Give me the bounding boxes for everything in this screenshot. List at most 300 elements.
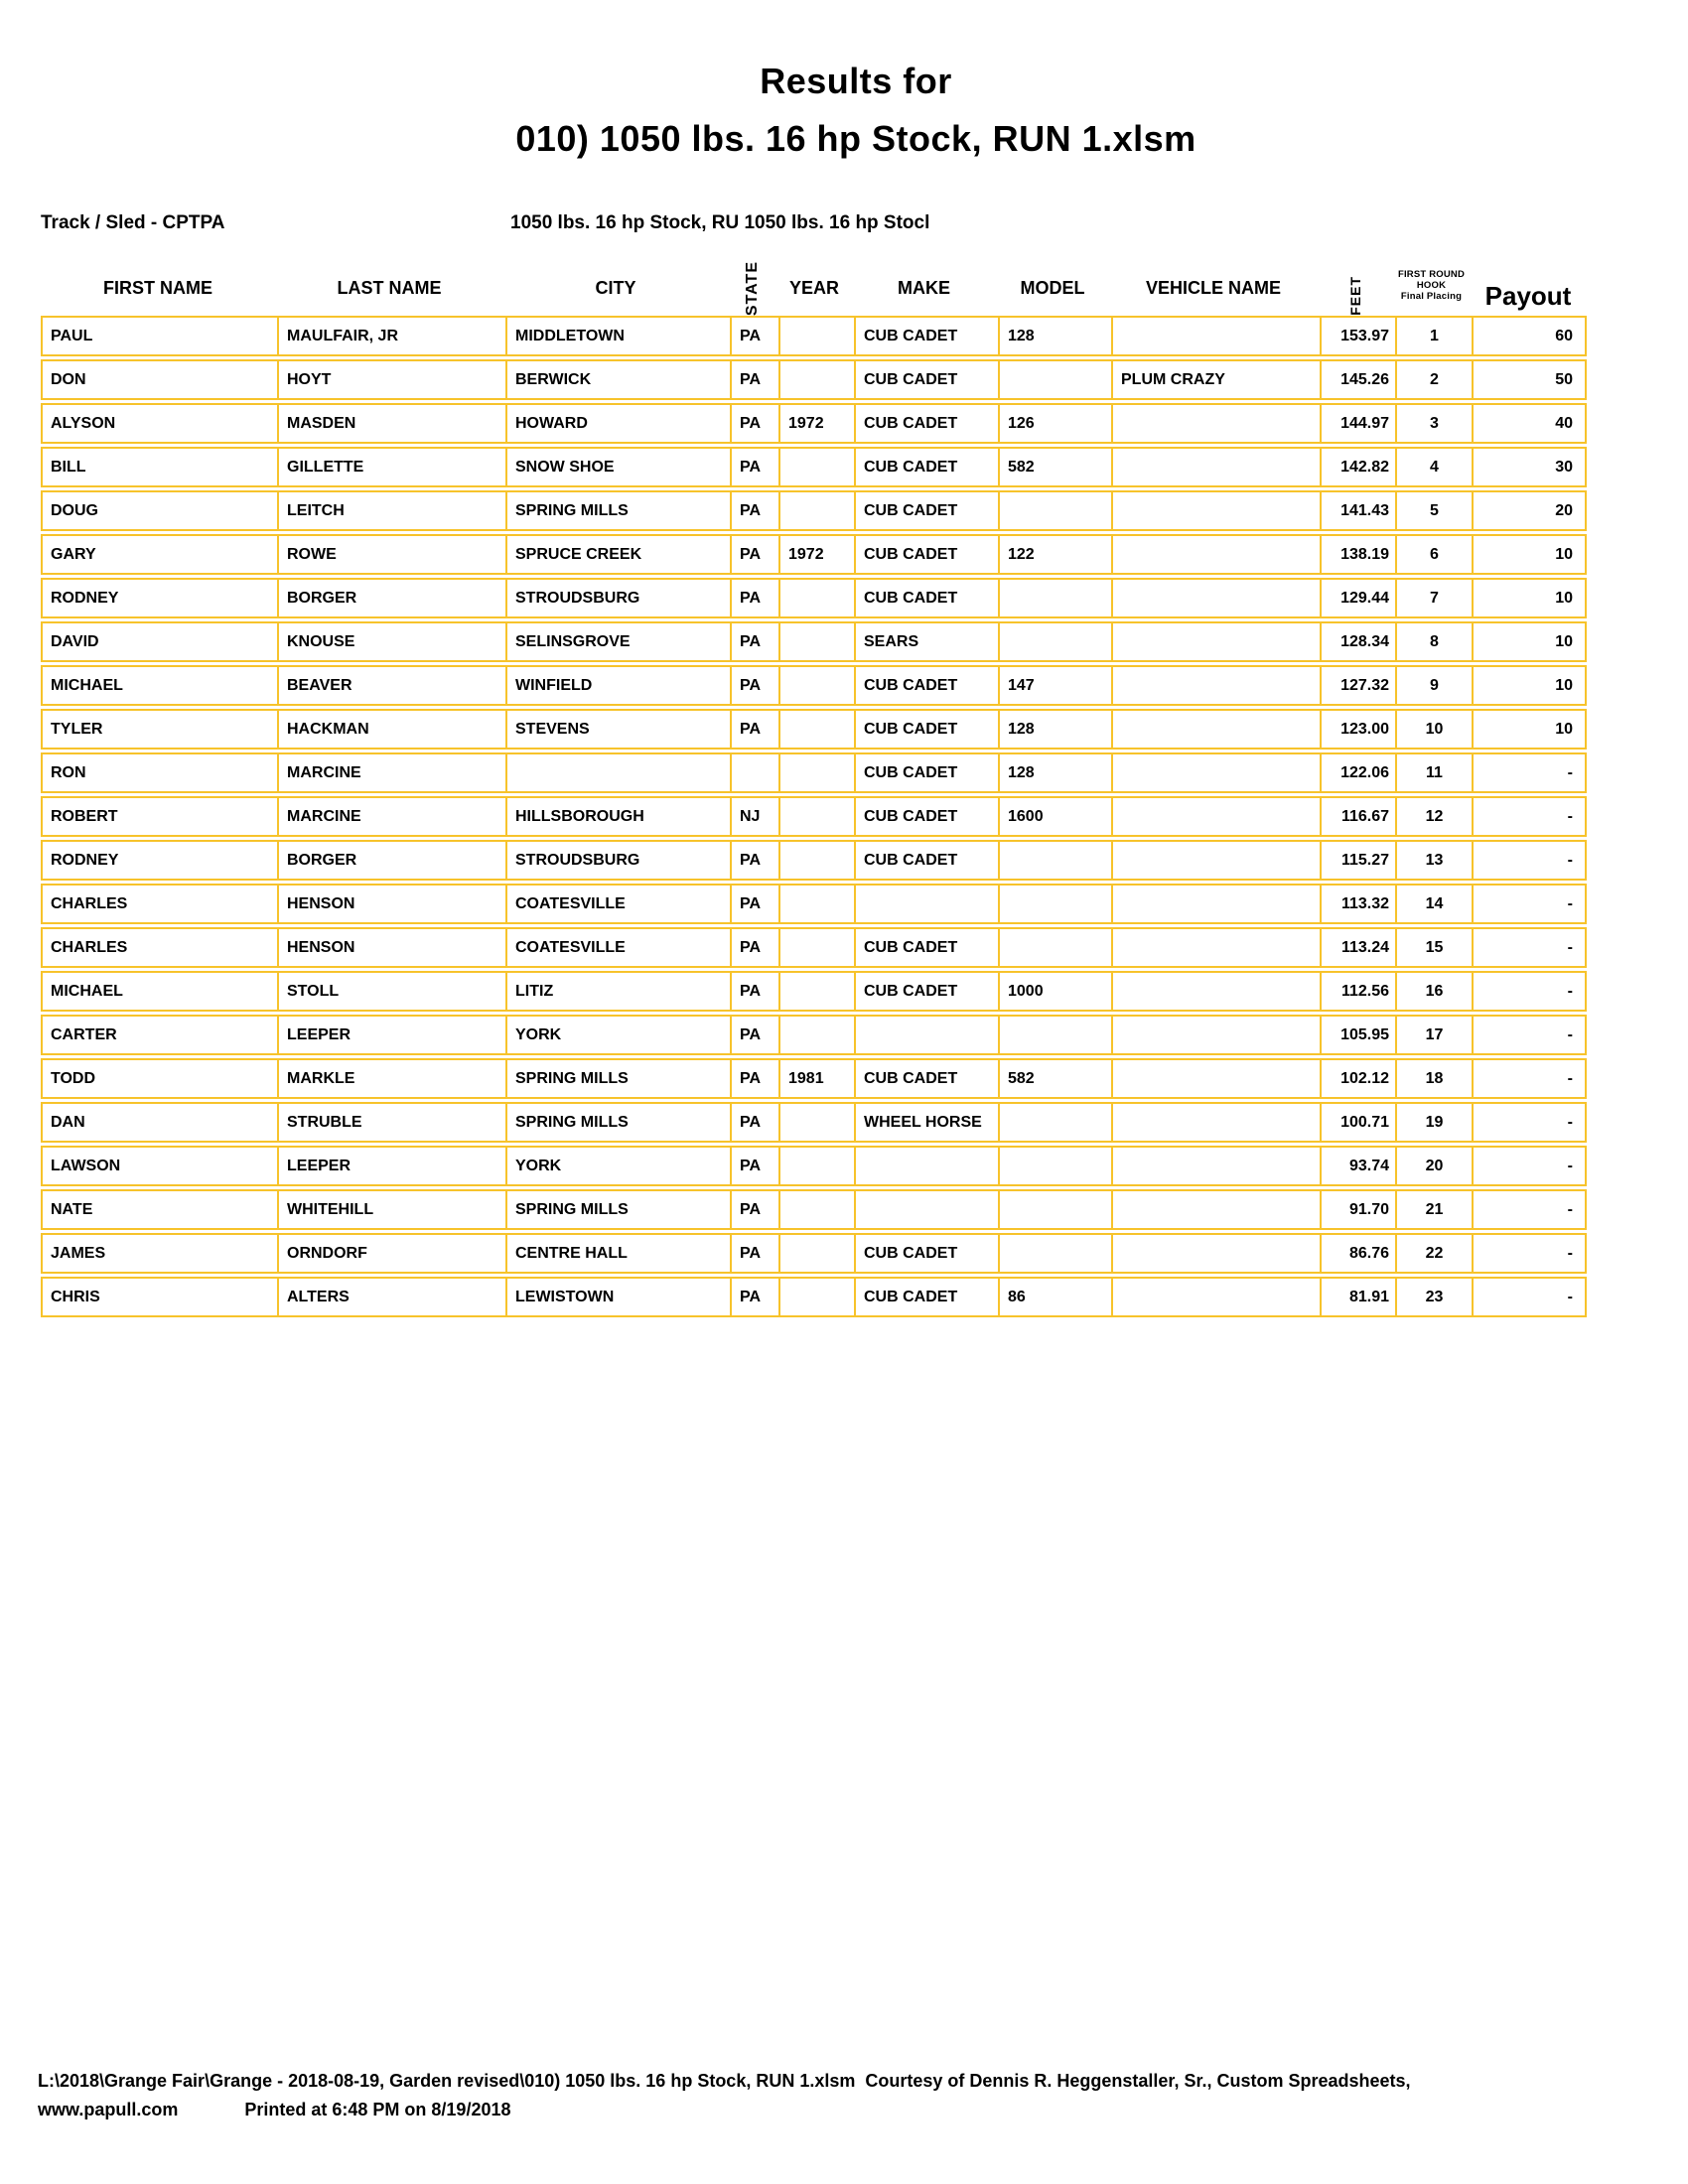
cell-feet: 142.82	[1320, 449, 1395, 485]
cell-vehicle-name	[1111, 536, 1320, 573]
cell-city: WINFIELD	[505, 667, 730, 704]
cell-city: LITIZ	[505, 973, 730, 1010]
cell-state: PA	[730, 1279, 778, 1315]
cell-year	[778, 361, 854, 398]
cell-first-round-hook: 8	[1395, 623, 1472, 660]
cell-feet: 81.91	[1320, 1279, 1395, 1315]
cell-payout: -	[1472, 1191, 1585, 1228]
cell-last-name: MARCINE	[277, 798, 505, 835]
table-row	[41, 665, 1587, 706]
cell-vehicle-name	[1111, 405, 1320, 442]
cell-last-name: LEEPER	[277, 1148, 505, 1184]
cell-make: CUB CADET	[854, 798, 998, 835]
cell-payout: 10	[1472, 711, 1585, 748]
cell-feet: 100.71	[1320, 1104, 1395, 1141]
cell-vehicle-name	[1111, 492, 1320, 529]
cell-model	[998, 361, 1111, 398]
cell-last-name: MARKLE	[277, 1060, 505, 1097]
cell-first-name: MICHAEL	[51, 676, 123, 694]
cell-vehicle-name	[1111, 711, 1320, 748]
cell-last-name: HOYT	[277, 361, 505, 398]
cell-state: PA	[730, 1191, 778, 1228]
cell-last-name: MAULFAIR, JR	[277, 318, 505, 354]
cell-first-round-hook: 4	[1395, 449, 1472, 485]
cell-vehicle-name	[1111, 318, 1320, 354]
cell-first-name: JAMES	[51, 1244, 106, 1262]
cell-year	[778, 318, 854, 354]
cell-first-round-hook: 3	[1395, 405, 1472, 442]
cell-model	[998, 1148, 1111, 1184]
cell-make	[854, 1148, 998, 1184]
cell-first-name: ALYSON	[51, 414, 116, 432]
cell-first-name: TYLER	[51, 720, 103, 738]
cell-first-round-hook: 11	[1395, 754, 1472, 791]
cell-vehicle-name	[1111, 1060, 1320, 1097]
cell-state: PA	[730, 449, 778, 485]
cell-first-name: CARTER	[51, 1025, 117, 1043]
cell-payout: 10	[1472, 667, 1585, 704]
cell-first-name: DOUG	[51, 501, 98, 519]
cell-state: PA	[730, 886, 778, 922]
footer-printed-timestamp: Printed at 6:48 PM on 8/19/2018	[244, 2100, 511, 2119]
cell-first-name: RON	[51, 763, 86, 781]
cell-vehicle-name	[1111, 754, 1320, 791]
cell-model	[998, 492, 1111, 529]
cell-feet: 116.67	[1320, 798, 1395, 835]
cell-city	[505, 754, 730, 791]
cell-state: PA	[730, 405, 778, 442]
column-header-make: MAKE	[898, 278, 950, 298]
cell-first-round-hook: 14	[1395, 886, 1472, 922]
cell-year	[778, 449, 854, 485]
table-row	[41, 316, 1587, 356]
table-row	[41, 1277, 1587, 1317]
table-row	[41, 1189, 1587, 1230]
cell-vehicle-name	[1111, 798, 1320, 835]
cell-state: PA	[730, 667, 778, 704]
cell-last-name: STRUBLE	[277, 1104, 505, 1141]
cell-payout: -	[1472, 1235, 1585, 1272]
cell-make: CUB CADET	[854, 492, 998, 529]
cell-model	[998, 1017, 1111, 1053]
cell-year	[778, 623, 854, 660]
cell-make: CUB CADET	[854, 754, 998, 791]
cell-feet: 153.97	[1320, 318, 1395, 354]
table-row	[41, 796, 1587, 837]
cell-vehicle-name	[1111, 623, 1320, 660]
cell-last-name: ROWE	[277, 536, 505, 573]
cell-first-round-hook: 16	[1395, 973, 1472, 1010]
cell-payout: 20	[1472, 492, 1585, 529]
cell-make: CUB CADET	[854, 667, 998, 704]
cell-feet: 138.19	[1320, 536, 1395, 573]
cell-payout: -	[1472, 929, 1585, 966]
cell-year	[778, 1191, 854, 1228]
column-header-vehicle-name: VEHICLE NAME	[1145, 278, 1281, 298]
cell-first-name: LAWSON	[51, 1157, 121, 1174]
cell-make: CUB CADET	[854, 842, 998, 879]
cell-make: CUB CADET	[854, 449, 998, 485]
cell-year	[778, 580, 854, 616]
cell-feet: 144.97	[1320, 405, 1395, 442]
cell-city: STROUDSBURG	[505, 842, 730, 879]
cell-last-name: MARCINE	[277, 754, 505, 791]
cell-last-name: HENSON	[277, 886, 505, 922]
cell-year: 1981	[778, 1060, 854, 1097]
cell-first-round-hook: 7	[1395, 580, 1472, 616]
cell-feet: 129.44	[1320, 580, 1395, 616]
cell-model: 128	[998, 711, 1111, 748]
cell-state	[730, 754, 778, 791]
cell-year	[778, 492, 854, 529]
table-row	[41, 1015, 1587, 1055]
cell-vehicle-name	[1111, 929, 1320, 966]
cell-payout: -	[1472, 842, 1585, 879]
cell-state: PA	[730, 318, 778, 354]
cell-first-name: MICHAEL	[51, 982, 123, 1000]
table-row	[41, 578, 1587, 618]
cell-last-name: BORGER	[277, 842, 505, 879]
cell-first-name: RODNEY	[51, 851, 119, 869]
cell-state: PA	[730, 1235, 778, 1272]
column-header-hook-placing	[1393, 269, 1470, 314]
cell-city: CENTRE HALL	[505, 1235, 730, 1272]
cell-first-round-hook: 20	[1395, 1148, 1472, 1184]
cell-city: YORK	[505, 1017, 730, 1053]
cell-last-name: MASDEN	[277, 405, 505, 442]
cell-year	[778, 667, 854, 704]
cell-make	[854, 886, 998, 922]
cell-payout: 10	[1472, 536, 1585, 573]
cell-last-name: BORGER	[277, 580, 505, 616]
cell-year	[778, 1235, 854, 1272]
cell-vehicle-name	[1111, 1104, 1320, 1141]
cell-first-name: GARY	[51, 545, 96, 563]
cell-state: PA	[730, 361, 778, 398]
cell-first-name: PAUL	[51, 327, 93, 344]
cell-city: HOWARD	[505, 405, 730, 442]
table-row	[41, 490, 1587, 531]
cell-last-name: GILLETTE	[277, 449, 505, 485]
table-row	[41, 447, 1587, 487]
cell-vehicle-name	[1111, 667, 1320, 704]
cell-model	[998, 580, 1111, 616]
hook-header-line2: HOOK	[1416, 280, 1447, 291]
cell-state: PA	[730, 1104, 778, 1141]
column-header-feet: FEET	[1347, 276, 1363, 316]
table-row	[41, 1146, 1587, 1186]
cell-make: SEARS	[854, 623, 998, 660]
cell-feet: 122.06	[1320, 754, 1395, 791]
cell-state: PA	[730, 580, 778, 616]
cell-first-round-hook: 10	[1395, 711, 1472, 748]
cell-model	[998, 1104, 1111, 1141]
cell-vehicle-name	[1111, 1017, 1320, 1053]
cell-city: HILLSBOROUGH	[505, 798, 730, 835]
table-row	[41, 709, 1587, 750]
cell-payout: 10	[1472, 580, 1585, 616]
table-row	[41, 1102, 1587, 1143]
cell-first-name: DAN	[51, 1113, 85, 1131]
footer-line2	[38, 2096, 1686, 2124]
cell-year	[778, 798, 854, 835]
cell-city: SELINSGROVE	[505, 623, 730, 660]
cell-make	[854, 1017, 998, 1053]
column-header-year: YEAR	[788, 278, 839, 298]
cell-payout: 30	[1472, 449, 1585, 485]
cell-payout: -	[1472, 1104, 1585, 1141]
cell-city: SPRING MILLS	[505, 492, 730, 529]
cell-payout: -	[1472, 754, 1585, 791]
cell-model	[998, 623, 1111, 660]
cell-make	[854, 1191, 998, 1228]
table-row	[41, 884, 1587, 924]
cell-model: 582	[998, 449, 1111, 485]
cell-first-round-hook: 17	[1395, 1017, 1472, 1053]
cell-payout: -	[1472, 1148, 1585, 1184]
cell-first-round-hook: 9	[1395, 667, 1472, 704]
cell-feet: 112.56	[1320, 973, 1395, 1010]
column-header-model: MODEL	[1020, 278, 1085, 298]
cell-model: 128	[998, 318, 1111, 354]
cell-make: CUB CADET	[854, 1279, 998, 1315]
cell-make: CUB CADET	[854, 536, 998, 573]
cell-state: PA	[730, 623, 778, 660]
cell-first-round-hook: 12	[1395, 798, 1472, 835]
table-row	[41, 534, 1587, 575]
cell-first-name: CHARLES	[51, 938, 128, 956]
cell-year	[778, 1104, 854, 1141]
cell-year: 1972	[778, 405, 854, 442]
cell-first-round-hook: 22	[1395, 1235, 1472, 1272]
cell-make: CUB CADET	[854, 318, 998, 354]
cell-state: PA	[730, 929, 778, 966]
table-row	[41, 403, 1587, 444]
cell-year	[778, 1279, 854, 1315]
cell-payout: 10	[1472, 623, 1585, 660]
column-header-payout: Payout	[1484, 281, 1572, 311]
cell-feet: 113.24	[1320, 929, 1395, 966]
cell-year	[778, 1148, 854, 1184]
cell-model	[998, 886, 1111, 922]
cell-make: CUB CADET	[854, 1060, 998, 1097]
column-header-state: STATE	[743, 260, 761, 316]
column-header-first-name: FIRST NAME	[103, 278, 212, 298]
cell-vehicle-name	[1111, 1191, 1320, 1228]
cell-make: CUB CADET	[854, 711, 998, 748]
cell-feet: 113.32	[1320, 886, 1395, 922]
cell-last-name: BEAVER	[277, 667, 505, 704]
cell-feet: 93.74	[1320, 1148, 1395, 1184]
table-row	[41, 971, 1587, 1012]
cell-model: 1000	[998, 973, 1111, 1010]
cell-last-name: WHITEHILL	[277, 1191, 505, 1228]
cell-city: MIDDLETOWN	[505, 318, 730, 354]
cell-vehicle-name	[1111, 1235, 1320, 1272]
cell-model: 1600	[998, 798, 1111, 835]
cell-vehicle-name	[1111, 842, 1320, 879]
cell-payout: 60	[1472, 318, 1585, 354]
table-header-row	[41, 220, 1587, 314]
cell-first-name: TODD	[51, 1069, 96, 1087]
table-row	[41, 359, 1587, 400]
cell-feet: 115.27	[1320, 842, 1395, 879]
results-table	[41, 316, 1587, 1320]
cell-city: SPRING MILLS	[505, 1191, 730, 1228]
cell-model: 582	[998, 1060, 1111, 1097]
cell-vehicle-name	[1111, 580, 1320, 616]
cell-make: CUB CADET	[854, 973, 998, 1010]
cell-city: BERWICK	[505, 361, 730, 398]
cell-city: COATESVILLE	[505, 929, 730, 966]
cell-state: PA	[730, 492, 778, 529]
cell-feet: 128.34	[1320, 623, 1395, 660]
cell-model	[998, 1235, 1111, 1272]
cell-state: PA	[730, 1148, 778, 1184]
cell-model	[998, 929, 1111, 966]
cell-make: CUB CADET	[854, 361, 998, 398]
cell-first-round-hook: 18	[1395, 1060, 1472, 1097]
cell-city: STROUDSBURG	[505, 580, 730, 616]
cell-feet: 105.95	[1320, 1017, 1395, 1053]
cell-year	[778, 886, 854, 922]
cell-first-name: CHRIS	[51, 1288, 100, 1305]
footer-website: www.papull.com	[38, 2100, 179, 2119]
cell-vehicle-name: PLUM CRAZY	[1111, 361, 1320, 398]
cell-make: WHEEL HORSE	[854, 1104, 998, 1141]
cell-feet: 91.70	[1320, 1191, 1395, 1228]
cell-year	[778, 1017, 854, 1053]
cell-vehicle-name	[1111, 886, 1320, 922]
cell-year	[778, 842, 854, 879]
cell-city: STEVENS	[505, 711, 730, 748]
cell-payout: -	[1472, 1060, 1585, 1097]
cell-vehicle-name	[1111, 449, 1320, 485]
cell-model: 147	[998, 667, 1111, 704]
cell-last-name: HENSON	[277, 929, 505, 966]
cell-first-name: ROBERT	[51, 807, 118, 825]
cell-feet: 123.00	[1320, 711, 1395, 748]
cell-feet: 141.43	[1320, 492, 1395, 529]
report-footer	[38, 2067, 1686, 2124]
cell-last-name: ORNDORF	[277, 1235, 505, 1272]
cell-year: 1972	[778, 536, 854, 573]
footer-file-path: L:\2018\Grange Fair\Grange - 2018-08-19, Garden revised\010) 1050 lbs. 16 hp Stock, RUN 1.xlsm Courtesy of Dennis R. Heggenstaller, Sr., Custom Spreadsheets,	[38, 2071, 1411, 2091]
cell-vehicle-name	[1111, 973, 1320, 1010]
page-title-line1: Results for	[760, 61, 952, 101]
cell-year	[778, 754, 854, 791]
cell-model	[998, 842, 1111, 879]
cell-vehicle-name	[1111, 1279, 1320, 1315]
table-row	[41, 1233, 1587, 1274]
cell-first-name: BILL	[51, 458, 86, 476]
hook-header-line1: FIRST ROUND	[1397, 269, 1466, 280]
cell-city: LEWISTOWN	[505, 1279, 730, 1315]
cell-last-name: KNOUSE	[277, 623, 505, 660]
cell-city: SNOW SHOE	[505, 449, 730, 485]
cell-first-round-hook: 2	[1395, 361, 1472, 398]
cell-feet: 102.12	[1320, 1060, 1395, 1097]
table-row	[41, 1058, 1587, 1099]
cell-first-round-hook: 6	[1395, 536, 1472, 573]
cell-model: 128	[998, 754, 1111, 791]
cell-first-round-hook: 23	[1395, 1279, 1472, 1315]
cell-payout: -	[1472, 973, 1585, 1010]
cell-year	[778, 929, 854, 966]
cell-payout: 40	[1472, 405, 1585, 442]
cell-feet: 86.76	[1320, 1235, 1395, 1272]
cell-payout: -	[1472, 886, 1585, 922]
cell-first-round-hook: 13	[1395, 842, 1472, 879]
cell-model: 86	[998, 1279, 1111, 1315]
cell-state: PA	[730, 1017, 778, 1053]
track-sled-label: Track / Sled - CPTPA	[41, 212, 225, 233]
cell-state: PA	[730, 973, 778, 1010]
cell-payout: -	[1472, 1017, 1585, 1053]
cell-last-name: HACKMAN	[277, 711, 505, 748]
cell-first-round-hook: 21	[1395, 1191, 1472, 1228]
cell-city: COATESVILLE	[505, 886, 730, 922]
cell-first-round-hook: 15	[1395, 929, 1472, 966]
weight-class-label: 1050 lbs. 16 hp Stock, RU 1050 lbs. 16 hp Stocl	[510, 212, 930, 233]
cell-first-name: DAVID	[51, 632, 99, 650]
cell-first-round-hook: 19	[1395, 1104, 1472, 1141]
hook-header-line3: Final Placing	[1400, 291, 1463, 302]
cell-first-round-hook: 5	[1395, 492, 1472, 529]
page-title-line2: 010) 1050 lbs. 16 hp Stock, RUN 1.xlsm	[515, 118, 1196, 159]
cell-vehicle-name	[1111, 1148, 1320, 1184]
cell-state: PA	[730, 536, 778, 573]
cell-state: PA	[730, 711, 778, 748]
cell-year	[778, 973, 854, 1010]
cell-state: NJ	[730, 798, 778, 835]
cell-model: 126	[998, 405, 1111, 442]
cell-last-name: LEITCH	[277, 492, 505, 529]
cell-model: 122	[998, 536, 1111, 573]
cell-feet: 145.26	[1320, 361, 1395, 398]
cell-last-name: ALTERS	[277, 1279, 505, 1315]
cell-first-name: CHARLES	[51, 894, 128, 912]
cell-state: PA	[730, 842, 778, 879]
cell-year	[778, 711, 854, 748]
cell-state: PA	[730, 1060, 778, 1097]
cell-payout: -	[1472, 798, 1585, 835]
cell-city: SPRUCE CREEK	[505, 536, 730, 573]
table-row	[41, 840, 1587, 881]
cell-make: CUB CADET	[854, 1235, 998, 1272]
cell-first-round-hook: 1	[1395, 318, 1472, 354]
table-row	[41, 752, 1587, 793]
cell-first-name: NATE	[51, 1200, 93, 1218]
cell-first-name: DON	[51, 370, 86, 388]
cell-model	[998, 1191, 1111, 1228]
cell-last-name: LEEPER	[277, 1017, 505, 1053]
cell-payout: -	[1472, 1279, 1585, 1315]
cell-city: SPRING MILLS	[505, 1104, 730, 1141]
cell-payout: 50	[1472, 361, 1585, 398]
column-header-city: CITY	[595, 278, 636, 298]
cell-feet: 127.32	[1320, 667, 1395, 704]
table-row	[41, 621, 1587, 662]
cell-first-name: RODNEY	[51, 589, 119, 607]
cell-make: CUB CADET	[854, 405, 998, 442]
cell-last-name: STOLL	[277, 973, 505, 1010]
table-row	[41, 927, 1587, 968]
cell-city: YORK	[505, 1148, 730, 1184]
column-header-last-name: LAST NAME	[337, 278, 442, 298]
cell-city: SPRING MILLS	[505, 1060, 730, 1097]
cell-make: CUB CADET	[854, 580, 998, 616]
